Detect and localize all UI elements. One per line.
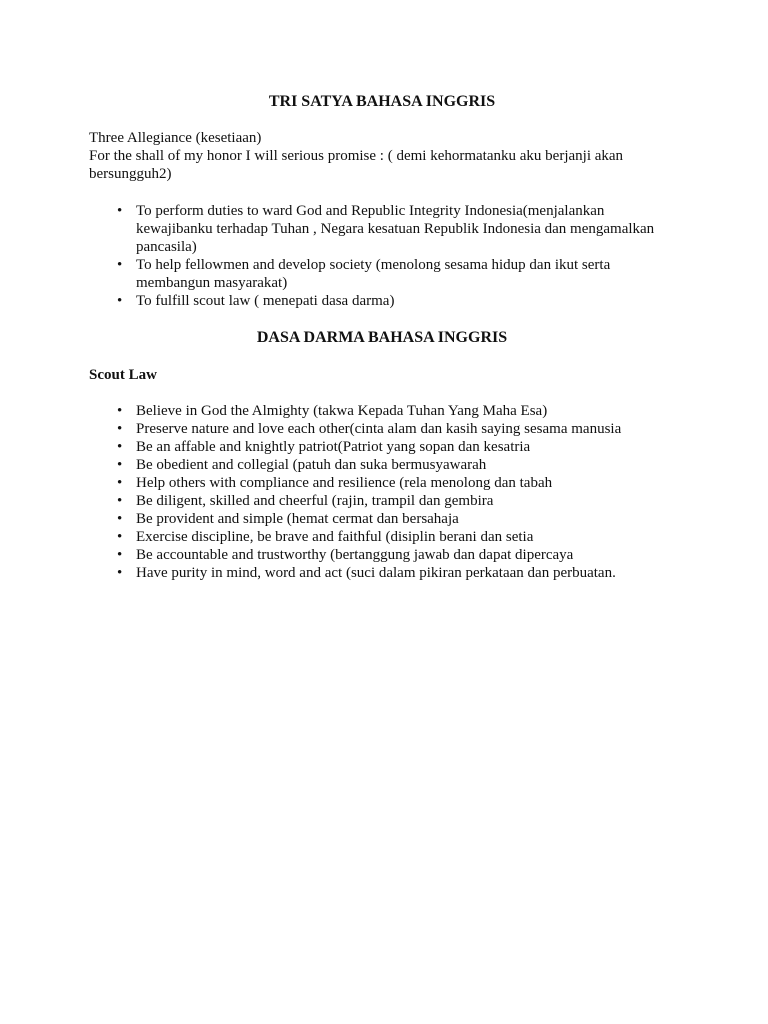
list-item: • To perform duties to ward God and Republic Integrity Indonesia(menjalankan kewajibanku terhadap Tuhan , Negara kesatuan Republik Indonesia dan mengamalkan pancasila) [117, 202, 662, 256]
list-item: • To help fellowmen and develop society (menolong sesama hidup dan ikut serta membangun masyarakat) [117, 256, 662, 292]
list-item: • Believe in God the Almighty (takwa Kepada Tuhan Yang Maha Esa) [117, 402, 662, 420]
intro-line: For the shall of my honor I will serious promise : ( demi kehormatanku aku berjanji akan bersungguh2) [89, 148, 624, 182]
intro-line: Three Allegiance (kesetiaan) [89, 130, 262, 146]
list-item: • Be diligent, skilled and cheerful (rajin, trampil dan gembira [117, 492, 662, 510]
list-item: • Be an affable and knightly patriot(Patriot yang sopan dan kesatria [117, 438, 662, 456]
scout-law-list [117, 402, 662, 582]
list-item: • Help others with compliance and resilience (rela menolong dan tabah [117, 474, 662, 492]
scout-law-subheading: Scout Law [89, 367, 157, 383]
dasa-darma-heading: DASA DARMA BAHASA INGGRIS [256, 329, 508, 346]
list-item: • Preserve nature and love each other(cinta alam dan kasih saying sesama manusia [117, 420, 662, 438]
tri-satya-list [117, 202, 662, 310]
list-item: • Exercise discipline, be brave and faithful (disiplin berani dan setia [117, 528, 662, 546]
tri-satya-intro [89, 129, 675, 183]
list-item: • To fulfill scout law ( menepati dasa darma) [117, 292, 662, 310]
list-item: • Be accountable and trustworthy (bertanggung jawab dan dapat dipercaya [117, 546, 662, 564]
list-item: • Have purity in mind, word and act (suci dalam pikiran perkataan dan perbuatan. [117, 564, 662, 582]
list-item: • Be obedient and collegial (patuh dan suka bermusyawarah [117, 456, 662, 474]
list-item: • Be provident and simple (hemat cermat dan bersahaja [117, 510, 662, 528]
tri-satya-heading: TRI SATYA BAHASA INGGRIS [268, 93, 496, 110]
